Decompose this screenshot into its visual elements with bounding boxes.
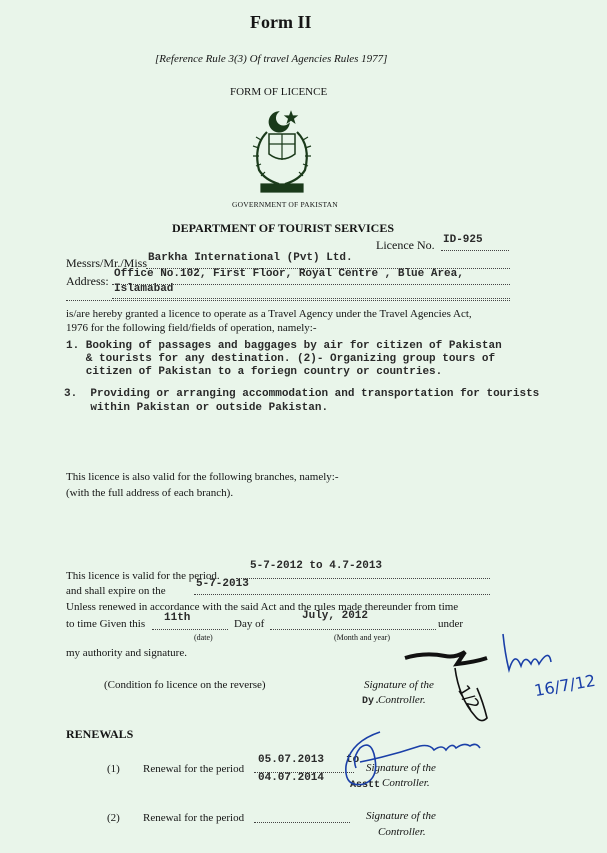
renewal-2-field [254,806,350,823]
signature-dy-prefix: Dy. [362,696,381,707]
form-title: Form II [250,12,312,32]
renewal-1-asstt: Asstt [350,780,381,791]
renewal-2-label: Renewal for the period [143,812,245,824]
renewal-2-number: (2) [107,812,120,824]
given-day-field [152,612,228,630]
renewal-1-signature-line2: Controller. [382,777,430,789]
period-label: This licence is valid for the period. [66,570,220,582]
renewal-1-from: 05.07.2013 [258,754,325,766]
condition-note: (Condition fo licence on the reverse) [104,679,266,691]
address-line1-value: Office No.102, First Floor, Royal Centre , Blue Area, [114,268,464,280]
messrs-value: Barkha International (Pvt) Ltd. [148,252,353,264]
period-field [236,560,490,579]
government-of-pakistan: GOVERNMENT OF PAKISTAN [232,200,338,209]
expire-field [194,578,490,595]
renewal-1-label: Renewal for the period [143,763,245,775]
licence-no-value: ID-925 [443,234,483,246]
under-label: under [438,618,464,630]
licence-no-field [441,234,509,251]
given-month-value: July, 2012 [302,610,369,622]
handwritten-date: 16/7/12 [532,670,597,701]
renewal-2-signature-line1: Signature of the [366,810,436,822]
expire-value: 5-7-2013 [196,578,249,590]
period-value: 5-7-2012 to 4.7-2013 [250,560,383,572]
pakistan-emblem-icon [245,108,319,196]
address-line2-value: Islamabad [114,283,174,295]
grant-text-line1: is/are hereby granted a licence to operate as a Travel Agency under the Travel Agencies Act, [66,308,472,320]
renewal-1-signature-line1: Signature of the [366,762,436,774]
messrs-label: Messrs/Mr./Miss [66,256,148,270]
renewal-2-signature-line2: Controller. [378,826,426,838]
expire-label: and shall expire on the [66,585,166,597]
address-label: Address: [66,274,109,288]
renewal-1-to: to [346,754,360,766]
month-caption: (Month and year) [334,633,390,642]
reference-rule: [Reference Rule 3(3) Of travel Agencies Rules 1977] [155,53,388,65]
renewal-1-number: (1) [107,763,120,775]
renewal-1-to-date: 04.07.2014 [258,772,325,784]
day-of-label: Day of [234,618,265,630]
signature-caption-line1: Signature of the [364,679,434,691]
operation-line-4: 3. Providing or arranging accommodation and transportation for tourists [64,388,540,400]
renewals-heading: RENEWALS [66,727,134,741]
stamp-fraction: 1/2 [453,681,484,714]
messrs-field [146,252,510,269]
signature-caption-line2: Controller. [378,694,426,706]
operation-line-3: citizen of Pakistan to a foriegn country or countries. [66,366,443,378]
branches-line2: (with the full address of each branch). [66,487,234,499]
authority-text: my authority and signature. [66,647,187,659]
address-field-line2 [112,284,510,299]
branches-line1: This licence is also valid for the following branches, namely:- [66,471,339,483]
address-rule [66,298,510,301]
given-day-value: 11th [164,612,191,624]
licence-no-label: Licence No. [376,238,435,252]
operation-line-5: within Pakistan or outside Pakistan. [64,402,329,414]
grant-text-line2: 1976 for the following field/fields of operation, namely:- [66,322,317,334]
form-of-licence: FORM OF LICENCE [230,86,328,98]
given-label: to time Given this [66,618,146,630]
date-caption: (date) [194,633,213,642]
department-heading: DEPARTMENT OF TOURIST SERVICES [172,221,394,235]
renew-text: Unless renewed in accordance with the said Act and the rules made thereunder from time [66,601,459,613]
renewal-signature-icon [330,722,500,798]
operation-line-2: & tourists for any destination. (2)- Organizing group tours of [66,353,496,365]
operation-line-1: 1. Booking of passages and baggages by air for citizen of Pakistan [66,340,502,352]
